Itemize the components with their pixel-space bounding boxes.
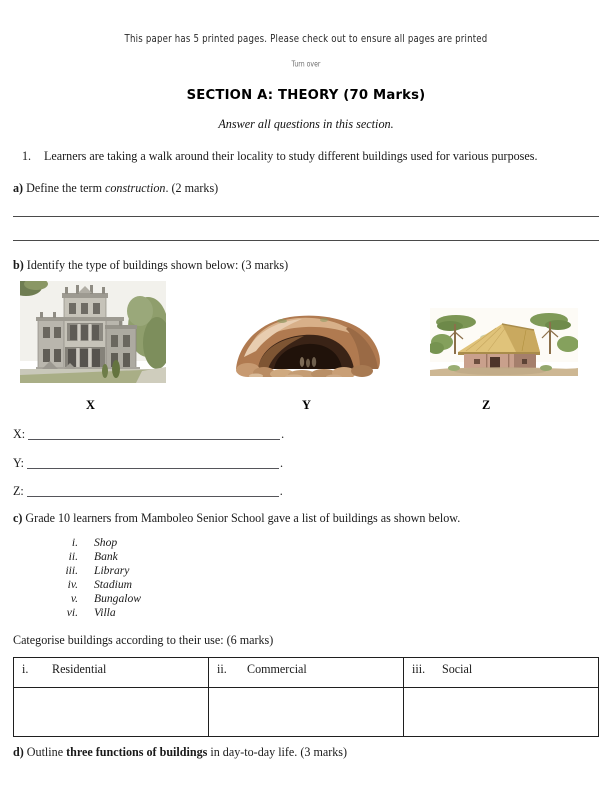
part-c-text: Grade 10 learners from Mamboleo Senior School gave a list of buildings as shown below. bbox=[22, 511, 461, 525]
categorisation-table bbox=[13, 657, 599, 737]
part-b-label: b) bbox=[13, 258, 24, 272]
part-b-text: Identify the type of buildings shown below: (3 marks) bbox=[23, 258, 289, 272]
part-d-text-after: in day-to-day life. (3 marks) bbox=[207, 745, 348, 759]
fill-in-y bbox=[13, 456, 283, 471]
fill-in-y-label: Y: bbox=[13, 456, 24, 470]
fill-in-x-label: X: bbox=[13, 427, 26, 441]
part-b bbox=[13, 257, 288, 274]
part-d bbox=[13, 744, 347, 761]
table-header-cell-commercial bbox=[209, 658, 404, 688]
building-image-x bbox=[20, 281, 166, 383]
list-item-numeral: i. bbox=[71, 536, 78, 549]
list-item-numeral: iv. bbox=[67, 578, 78, 592]
list-item-numeral: vi. bbox=[66, 606, 78, 620]
cave-shelter-illustration bbox=[228, 307, 388, 377]
list-item-numeral: v. bbox=[70, 592, 78, 606]
question-1-stem bbox=[22, 148, 594, 164]
table-row bbox=[14, 658, 599, 688]
question-number: 1. bbox=[22, 149, 32, 163]
building-list bbox=[44, 536, 141, 621]
turn-over-note: Turn over bbox=[291, 60, 321, 70]
part-d-label: d) bbox=[13, 745, 24, 759]
list-item bbox=[44, 592, 141, 606]
building-image-y bbox=[228, 307, 388, 377]
stone-mansion-illustration bbox=[20, 281, 166, 383]
list-item-numeral: iii. bbox=[65, 564, 78, 578]
answer-rule-1 bbox=[13, 216, 599, 217]
fill-in-x-input[interactable] bbox=[28, 427, 280, 440]
list-item-numeral: ii. bbox=[68, 550, 78, 564]
answer-rule-2 bbox=[13, 240, 599, 241]
fill-in-z-input[interactable] bbox=[27, 484, 279, 497]
list-item-label: Shop bbox=[94, 536, 118, 549]
list-item bbox=[44, 550, 141, 564]
table-header-cell-residential bbox=[14, 658, 209, 688]
part-a bbox=[13, 180, 218, 197]
question-stem-text: Learners are taking a walk around their locality to study different buildings used for various purposes. bbox=[44, 149, 538, 163]
table-answer-cell-residential[interactable] bbox=[14, 688, 209, 737]
fill-in-y-terminator: . bbox=[279, 456, 284, 470]
fill-in-z-terminator: . bbox=[279, 484, 283, 498]
list-item-label: Stadium bbox=[94, 578, 133, 592]
image-caption-y: Y bbox=[302, 398, 311, 412]
part-a-text-after: . (2 marks) bbox=[165, 181, 219, 195]
list-item-label: Bank bbox=[94, 550, 118, 564]
table-header-label: Social bbox=[442, 662, 473, 676]
fill-in-z-label: Z: bbox=[13, 484, 24, 498]
part-d-emphasis: three functions of buildings bbox=[66, 745, 208, 759]
fill-in-x bbox=[13, 427, 284, 442]
list-item-label: Villa bbox=[94, 606, 116, 620]
part-c-label: c) bbox=[13, 511, 23, 525]
list-item bbox=[44, 536, 141, 550]
table-header-label: Commercial bbox=[247, 662, 307, 676]
categorise-prompt: Categorise buildings according to their use: (6 marks) bbox=[13, 633, 274, 647]
printed-pages-note: This paper has 5 printed pages. Please check out to ensure all pages are printed bbox=[124, 33, 488, 46]
table-header-label: Residential bbox=[52, 662, 107, 676]
list-item-label: Bungalow bbox=[94, 592, 142, 606]
table-header-cell-social bbox=[404, 658, 599, 688]
part-a-text-before: Define the term bbox=[23, 181, 106, 195]
part-a-term: construction bbox=[105, 181, 166, 195]
fill-in-z bbox=[13, 484, 283, 499]
part-d-text-before: Outline bbox=[23, 745, 67, 759]
list-item bbox=[44, 606, 141, 620]
fill-in-y-input[interactable] bbox=[27, 456, 279, 469]
thatched-hut-illustration bbox=[430, 308, 578, 376]
image-caption-x: X bbox=[86, 398, 95, 412]
section-instruction: Answer all questions in this section. bbox=[218, 117, 394, 131]
table-header-numeral: i. bbox=[22, 662, 29, 676]
table-answer-cell-commercial[interactable] bbox=[209, 688, 404, 737]
list-item bbox=[44, 564, 141, 578]
table-row bbox=[14, 688, 599, 737]
list-item bbox=[44, 578, 141, 592]
part-a-label: a) bbox=[13, 181, 24, 195]
table-header-numeral: ii. bbox=[217, 662, 227, 676]
table-header-numeral: iii. bbox=[412, 662, 426, 676]
list-item-label: Library bbox=[94, 564, 130, 578]
image-caption-z: Z bbox=[482, 398, 491, 412]
section-title: SECTION A: THEORY (70 Marks) bbox=[186, 88, 426, 103]
building-image-z bbox=[430, 308, 578, 376]
table-answer-cell-social[interactable] bbox=[404, 688, 599, 737]
part-c bbox=[13, 510, 460, 527]
fill-in-x-terminator: . bbox=[281, 427, 285, 441]
